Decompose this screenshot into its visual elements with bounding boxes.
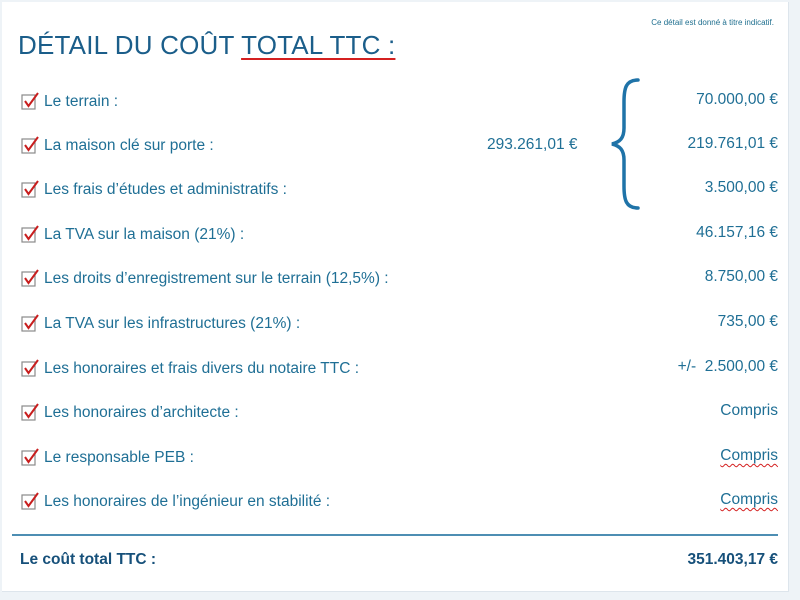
- title-prefix: DÉTAIL DU COÛT: [18, 30, 242, 60]
- item-label: Les honoraires de l’ingénieur en stabilité :: [44, 493, 331, 510]
- checkbox-checked-icon: [20, 314, 40, 334]
- item-amount: 8.750,00 €: [704, 268, 778, 285]
- item-amount: 70.000,00 €: [696, 91, 778, 108]
- checkbox-checked-icon: [20, 92, 40, 112]
- list-item: [20, 223, 780, 247]
- item-label: Les frais d’études et administratifs :: [44, 181, 287, 198]
- disclaimer-note: Ce détail est donné à titre indicatif.: [651, 18, 774, 27]
- item-amount: 735,00 €: [717, 313, 778, 330]
- checkbox-checked-icon: [20, 269, 40, 289]
- item-amount: 219.761,01 €: [687, 135, 778, 152]
- item-amount: Compris: [720, 447, 778, 464]
- item-label: La maison clé sur porte :: [44, 137, 214, 154]
- item-label: Le responsable PEB :: [44, 449, 194, 466]
- list-item: [20, 178, 780, 202]
- checkbox-checked-icon: [20, 136, 40, 156]
- total-row: [20, 549, 780, 573]
- item-amount: 3.500,00 €: [704, 179, 778, 196]
- divider: [12, 534, 778, 536]
- list-item: [20, 267, 780, 291]
- item-label: Les honoraires et frais divers du notaire TTC :: [44, 360, 360, 377]
- list-item: [20, 401, 780, 425]
- item-amount: Compris: [720, 402, 778, 419]
- total-label: Le coût total TTC :: [20, 551, 157, 568]
- list-item: [20, 90, 780, 114]
- list-item: [20, 490, 780, 514]
- list-item: [20, 134, 780, 158]
- item-label: La TVA sur la maison (21%) :: [44, 226, 245, 243]
- list-item: [20, 446, 780, 470]
- subtotal-amount: 293.261,01 €: [487, 136, 578, 153]
- cost-detail-page: [2, 2, 789, 592]
- list-item: [20, 357, 780, 381]
- item-label: Le terrain :: [44, 93, 119, 110]
- list-item: [20, 312, 780, 336]
- total-amount: 351.403,17 €: [687, 551, 778, 568]
- checkbox-checked-icon: [20, 180, 40, 200]
- checkbox-checked-icon: [20, 359, 40, 379]
- item-amount: 46.157,16 €: [696, 224, 778, 241]
- checkbox-checked-icon: [20, 403, 40, 423]
- page-title: [18, 30, 395, 61]
- item-amount: +/- 2.500,00 €: [677, 358, 778, 375]
- checkbox-checked-icon: [20, 492, 40, 512]
- item-label: Les honoraires d’architecte :: [44, 404, 239, 421]
- title-underlined: TOTAL TTC :: [241, 30, 396, 60]
- checkbox-checked-icon: [20, 448, 40, 468]
- item-label: La TVA sur les infrastructures (21%) :: [44, 315, 301, 332]
- item-label: Les droits d’enregistrement sur le terrain (12,5%) :: [44, 270, 389, 287]
- item-amount: Compris: [720, 491, 778, 508]
- checkbox-checked-icon: [20, 225, 40, 245]
